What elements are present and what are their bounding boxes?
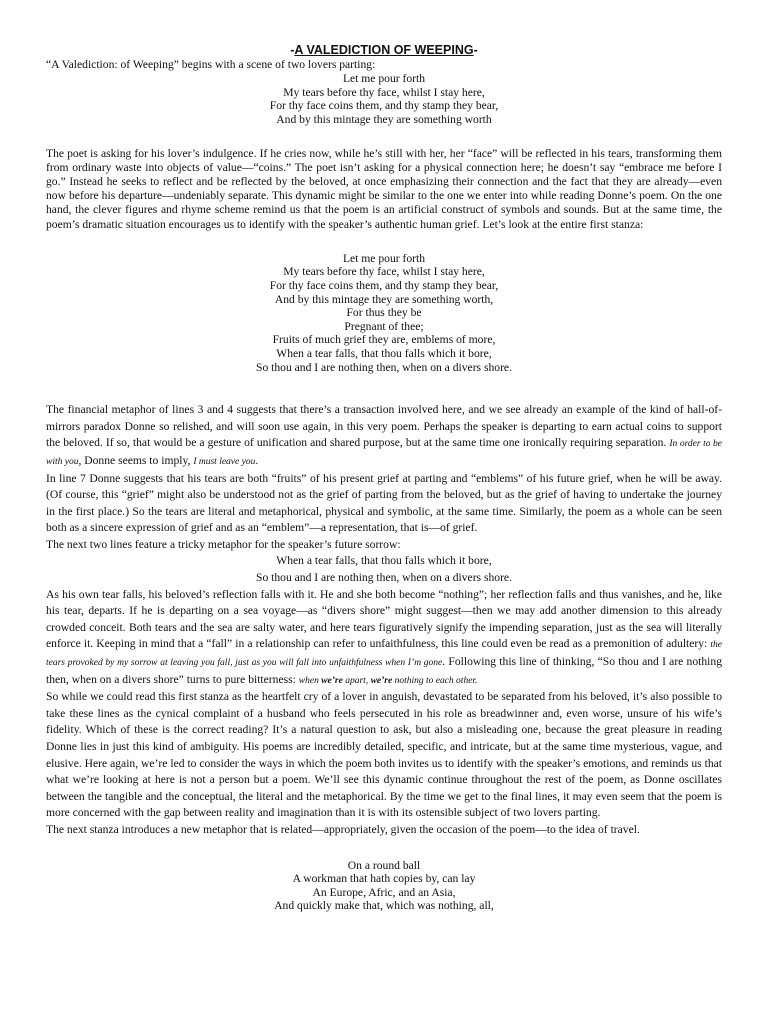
- poem-line: For thus they be: [346, 306, 422, 320]
- poem-line: When a tear falls, that thou falls which it bore,: [276, 554, 492, 568]
- poem-line: So thou and I are nothing then, when on a divers shore.: [256, 571, 512, 585]
- paragraph-7: The next stanza introduces a new metaphor that is related—appropriately, given the occasion of the poem—to the idea of travel.: [46, 822, 640, 836]
- poem-line: For thy face coins them, and thy stamp they bear,: [269, 278, 499, 292]
- poem-line: Fruits of much grief they are, emblems of more,: [272, 333, 496, 347]
- poem-excerpt-3: [46, 553, 722, 586]
- emphasis-aside: the tears provoked by my sorrow at leaving you fall, just as you will fall into unfaithfulness when I’m gone: [46, 640, 722, 669]
- poem-line: On a round ball: [347, 858, 421, 872]
- paragraph-6: So while we could read this first stanza as the heartfelt cry of a lover in anguish, devastated to be separated from his beloved, it’s also possible to take these lines as the cynical complaint of a husband who feels persecuted in his role as breadwinner and, even worse, unsure of his wife’s fidelity. Which of these is the correct reading? It’s a natural question to ask, but also a misleading one, because the great pleasure in reading Donne lies in just this kind of ambiguity. His poems are incredibly detailed, specific, and intricate, but at the same time mysterious, vague, and elusive. Here again, we’re led to consider the ways in which the poem both invites us to identify with the speaker’s emotions, and reminds us that what we’re looking at here is not a person but a poem. We’ll see this dynamic continue throughout the rest of the poem, as Donne oscillates between the tangible and the conceptual, the literal and the metaphorical. By the time we get to the final lines, it may even seem that the poem is more concerned with the gap between reality and imagination than it is with its ostensible subject of two lovers parting.: [46, 690, 722, 820]
- poem-line: Pregnant of thee;: [344, 319, 424, 333]
- paragraph-4: The next two lines feature a tricky metaphor for the speaker’s future sorrow:: [46, 537, 401, 551]
- document-page: [46, 42, 722, 913]
- intro-paragraph: “A Valediction: of Weeping” begins with a scene of two lovers parting:: [46, 58, 376, 71]
- emphasis-aside: In order to be with you: [46, 439, 722, 467]
- paragraph-1: The poet is asking for his lover’s indulgence. If he cries now, while he’s still with her, her “face” will be reflected in his tears, transforming them from ordinary waste into objects of value—“coins.” The poet isn’t asking for a physical connection here; he doesn’t say “embrace me before I go.” Instead he seeks to reflect and be reflected by the beloved, at once emphasizing their connection and the fact that they are already—even now before his departure—undeniably separate. This dynamic might be similar to the one we enter into while reading Donne’s poem. On the one hand, the clever figures and rhyme scheme remind us that the poem is an artificial construct of symbols and sounds. But at the same time, the poem’s dramatic situation encourages us to identify with the speaker’s authentic human grief. Let’s look at the entire first stanza:: [46, 146, 722, 231]
- poem-line: My tears before thy face, whilst I stay here,: [283, 85, 485, 99]
- poem-line: And quickly make that, which was nothing, all,: [274, 899, 494, 913]
- paragraph-2: The financial metaphor of lines 3 and 4 suggests that there’s a transaction involved here, and we see already an example of the kind of hall-of-mirrors paradox Donne so relished, and will soon use again, in this very poem. Perhaps the speaker is departing to earn actual coins to support the beloved. If so, that would be a gesture of unification and shared purpose, but at the same time one ironically requiring separation. In order to be with you, Donne seems to imply, I must leave you.: [46, 403, 722, 467]
- paragraph-5: As his own tear falls, his beloved’s reflection falls with it. He and she both become “nothing”; her reflection falls and thus vanishes, and he, like his tear, departs. If he is departing on a sea voyage—as “divers shore” might suggest—then we may add another dimension to this already crowded conceit. Both tears and the sea are salty water, and here tears figuratively signify the impending separation, just as the sea will literally enforce it. Keeping in mind that a “fall” in a relationship can refer to unfaithfulness, this line could even be read as a premonition of adultery: the tears provoked by my sorrow at leaving you fall, just as you will fall into unfaithfulness when I’m gone. Following this line of thinking, “So thou and I are nothing then, when on a divers shore” turns to pure bitterness: when we’re apart, we’re nothing to each other.: [46, 587, 722, 686]
- poem-line: So thou and I are nothing then, when on a divers shore.: [256, 360, 512, 374]
- poem-excerpt-1: [46, 72, 722, 126]
- title-text: A VALEDICTION OF WEEPING: [294, 43, 474, 57]
- poem-line: For thy face coins them, and thy stamp they bear,: [269, 99, 499, 113]
- poem-line: And by this mintage they are something worth: [276, 112, 492, 126]
- poem-line: And by this mintage they are something worth,: [274, 292, 494, 306]
- paragraph-3: In line 7 Donne suggests that his tears are both “fruits” of his present grief at parting and “emblems” of his future grief, when he will be away. (Of course, this “grief” might also be understood not as the grief of parting from the beloved, but as the grief of having to undertake the journey in the first place.) So the tears are literal and metaphorical, physical and symbolic, at the same time. Similarly, the poem as a whole can be seen both as a sincere expression of grief and as an “emblem”—a representation, that is—of grief.: [46, 471, 722, 535]
- poem-line: Let me pour forth: [342, 251, 426, 265]
- poem-second-stanza: [46, 859, 722, 913]
- poem-line: When a tear falls, that thou falls which it bore,: [276, 346, 492, 360]
- emphasis-aside: I must leave you: [193, 456, 256, 467]
- document-title: -A VALEDICTION OF WEEPING-: [290, 43, 478, 57]
- poem-first-stanza: [46, 252, 722, 374]
- poem-line: A workman that hath copies by, can lay: [292, 872, 476, 886]
- poem-line: My tears before thy face, whilst I stay here,: [283, 265, 485, 279]
- emphasis-aside: when we’re apart, we’re nothing to each other.: [298, 675, 478, 686]
- poem-line: An Europe, Afric, and an Asia,: [312, 885, 456, 899]
- poem-line: Let me pour forth: [342, 72, 426, 86]
